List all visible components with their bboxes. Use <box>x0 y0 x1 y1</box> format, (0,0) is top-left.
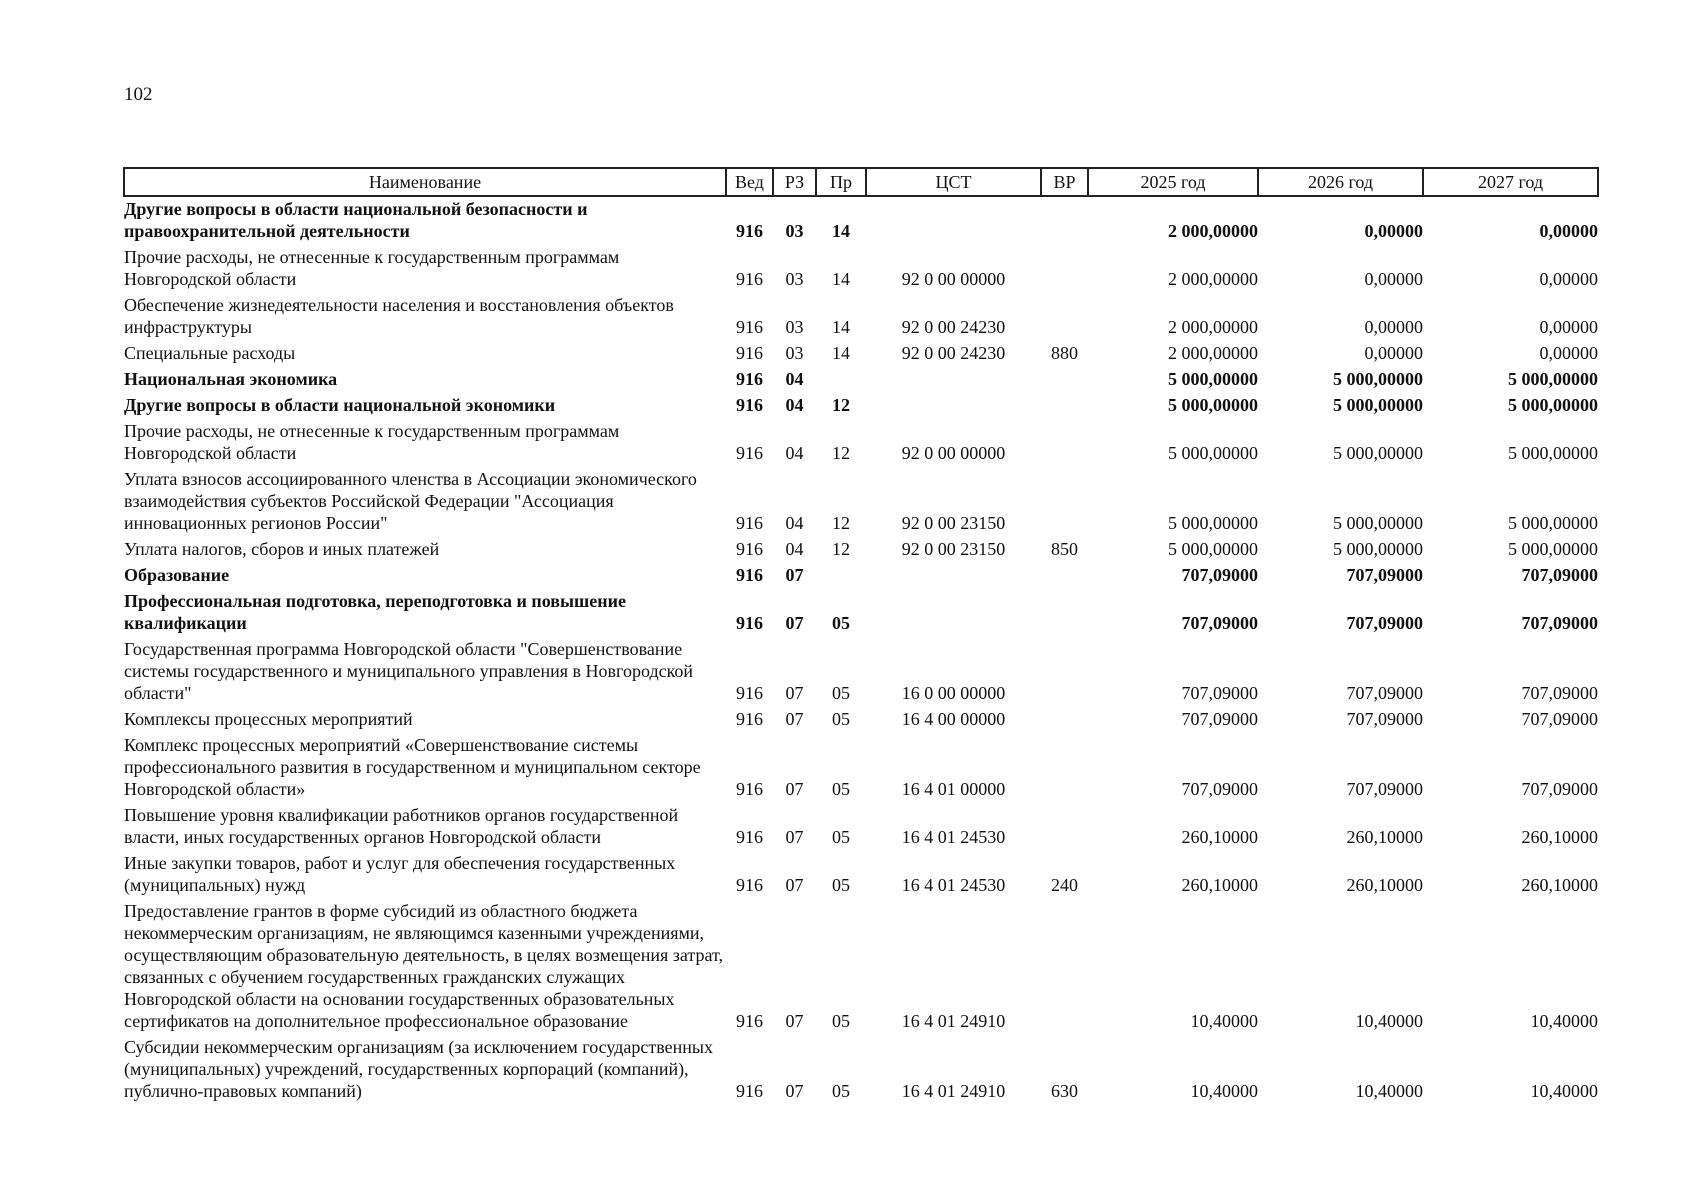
row-2026: 707,09000 <box>1346 683 1423 703</box>
row-name: Иные закупки товаров, работ и услуг для обеспечения государственных (муниципальных) нужд <box>124 853 676 895</box>
header-ved: Вед <box>726 168 773 196</box>
row-2026: 707,09000 <box>1346 613 1423 633</box>
table-header <box>124 168 1598 196</box>
row-vr <box>1041 899 1088 1035</box>
row-2027: 707,09000 <box>1521 565 1598 585</box>
row-2027: 260,10000 <box>1521 827 1598 847</box>
row-2027: 0,00000 <box>1539 269 1598 289</box>
row-ved: 916 <box>736 513 763 533</box>
row-name: Обеспечение жизнедеятельности населения и восстановления объектов инфраструктуры <box>124 295 674 337</box>
row-vr <box>1041 707 1088 733</box>
row-pr: 12 <box>832 443 850 463</box>
header-2026: 2026 год <box>1258 168 1423 196</box>
row-rz: 07 <box>785 1081 804 1101</box>
row-cst: 92 0 00 00000 <box>901 443 1006 463</box>
row-pr: 14 <box>832 317 850 337</box>
row-2026: 260,10000 <box>1346 875 1423 895</box>
row-name: Субсидии некоммерческим организациям (за исключением государственных (муниципальных) учреждений, государственных корпораций (компаний), публично-правовых компаний) <box>124 1037 714 1101</box>
table-row <box>124 467 1598 537</box>
row-cst: 16 4 01 00000 <box>901 779 1006 799</box>
row-2027: 0,00000 <box>1539 317 1598 337</box>
row-name: Комплекс процессных мероприятий «Совершенствование системы профессионального развития в государственном и муниципальном секторе Новгородской области» <box>124 735 701 799</box>
row-vr <box>1041 637 1088 707</box>
row-name: Комплексы процессных мероприятий <box>124 709 413 729</box>
header-vr: ВР <box>1041 168 1088 196</box>
row-2027: 0,00000 <box>1539 221 1598 241</box>
row-rz: 07 <box>785 565 804 585</box>
row-name: Уплата взносов ассоциированного членства в Ассоциации экономического взаимодействия субъектов Российской Федерации "Ассоциация инновационных регионов России" <box>124 469 697 533</box>
row-cst: 92 0 00 23150 <box>901 539 1006 559</box>
row-cst: 92 0 00 23150 <box>901 513 1006 533</box>
row-pr: 12 <box>832 513 850 533</box>
row-2025: 260,10000 <box>1181 875 1258 895</box>
row-cst: 92 0 00 24230 <box>901 317 1006 337</box>
row-ved: 916 <box>736 395 763 415</box>
row-rz: 07 <box>785 827 804 847</box>
row-pr: 05 <box>832 613 850 633</box>
table-row <box>124 803 1598 851</box>
row-2027: 5 000,00000 <box>1508 513 1598 533</box>
row-pr: 05 <box>832 683 850 703</box>
row-2025: 707,09000 <box>1181 613 1258 633</box>
row-vr <box>1041 245 1088 293</box>
table-row <box>124 245 1598 293</box>
row-2027: 707,09000 <box>1521 613 1598 633</box>
row-ved: 916 <box>736 539 763 559</box>
row-ved: 916 <box>736 827 763 847</box>
row-rz: 07 <box>785 683 804 703</box>
row-2025: 5 000,00000 <box>1168 443 1258 463</box>
row-vr: 850 <box>1051 539 1078 559</box>
row-2027: 260,10000 <box>1521 875 1598 895</box>
row-2025: 10,40000 <box>1190 1081 1258 1101</box>
row-name: Повышение уровня квалификации работников органов государственной власти, иных государственных органов Новгородской области <box>124 805 679 847</box>
row-pr: 05 <box>832 827 850 847</box>
row-2025: 2 000,00000 <box>1168 317 1258 337</box>
row-pr: 14 <box>832 269 850 289</box>
row-cst: 16 4 01 24910 <box>901 1081 1006 1101</box>
row-pr: 05 <box>832 709 850 729</box>
row-2027: 707,09000 <box>1521 779 1598 799</box>
row-vr <box>1041 367 1088 393</box>
row-cst: 16 4 00 00000 <box>901 709 1006 729</box>
row-vr <box>1041 419 1088 467</box>
header-rz: РЗ <box>773 168 816 196</box>
row-pr <box>816 563 866 589</box>
row-name: Прочие расходы, не отнесенные к государственным программам Новгородской области <box>124 421 620 463</box>
row-ved: 916 <box>736 317 763 337</box>
row-pr: 14 <box>832 343 850 363</box>
table-row <box>124 419 1598 467</box>
row-ved: 916 <box>736 1081 763 1101</box>
row-pr: 14 <box>832 221 850 241</box>
row-rz: 03 <box>785 317 804 337</box>
row-vr <box>1041 293 1088 341</box>
row-2026: 0,00000 <box>1364 343 1423 363</box>
row-rz: 07 <box>785 709 804 729</box>
table-row <box>124 851 1598 899</box>
header-2027: 2027 год <box>1423 168 1598 196</box>
row-cst: 16 4 01 24530 <box>901 875 1006 895</box>
table-row <box>124 293 1598 341</box>
row-2025: 5 000,00000 <box>1168 539 1258 559</box>
row-2027: 707,09000 <box>1521 683 1598 703</box>
row-cst: 16 4 01 24530 <box>901 827 1006 847</box>
row-2025: 707,09000 <box>1181 683 1258 703</box>
row-cst: 92 0 00 00000 <box>901 269 1006 289</box>
row-2027: 5 000,00000 <box>1508 539 1598 559</box>
row-pr: 05 <box>832 875 850 895</box>
row-pr: 12 <box>832 539 850 559</box>
row-ved: 916 <box>736 709 763 729</box>
header-row <box>124 168 1598 196</box>
table-row <box>124 393 1598 419</box>
row-2026: 5 000,00000 <box>1333 443 1423 463</box>
table-row <box>124 341 1598 367</box>
row-cst <box>866 393 1041 419</box>
row-2027: 5 000,00000 <box>1508 443 1598 463</box>
table-row <box>124 637 1598 707</box>
row-2025: 2 000,00000 <box>1168 343 1258 363</box>
table-row <box>124 707 1598 733</box>
row-2026: 0,00000 <box>1364 269 1423 289</box>
row-rz: 04 <box>785 539 804 559</box>
row-2025: 707,09000 <box>1181 779 1258 799</box>
row-name: Другие вопросы в области национальной безопасности и правоохранительной деятельности <box>124 199 588 241</box>
row-vr: 240 <box>1051 875 1078 895</box>
row-2027: 10,40000 <box>1530 1011 1598 1031</box>
row-2026: 5 000,00000 <box>1333 539 1423 559</box>
row-2026: 10,40000 <box>1355 1081 1423 1101</box>
row-rz: 04 <box>785 395 804 415</box>
row-2025: 5 000,00000 <box>1168 369 1258 389</box>
row-ved: 916 <box>736 343 763 363</box>
row-cst <box>866 196 1041 245</box>
row-2025: 707,09000 <box>1181 709 1258 729</box>
row-vr <box>1041 733 1088 803</box>
row-vr <box>1041 393 1088 419</box>
row-ved: 916 <box>736 369 763 389</box>
row-name: Предоставление грантов в форме субсидий из областного бюджета некоммерческим организациям, не являющимся казенными учреждениями, осуществляющим образовательную деятельность, в целях возмещения затрат, связанных с обучением государственных гражданских служащих Новгородской области на основании государственных образовательных сертификатов на дополнительное профессиональное образование <box>124 901 724 1031</box>
row-rz: 03 <box>785 221 804 241</box>
row-name: Прочие расходы, не отнесенные к государственным программам Новгородской области <box>124 247 620 289</box>
header-pr: Пр <box>816 168 866 196</box>
row-2025: 5 000,00000 <box>1168 513 1258 533</box>
row-2027: 10,40000 <box>1530 1081 1598 1101</box>
row-pr: 05 <box>832 779 850 799</box>
row-2026: 0,00000 <box>1364 317 1423 337</box>
row-2026: 0,00000 <box>1364 221 1423 241</box>
budget-table <box>123 167 1599 1105</box>
row-2025: 2 000,00000 <box>1168 269 1258 289</box>
row-2025: 2 000,00000 <box>1168 221 1258 241</box>
table-row <box>124 563 1598 589</box>
row-2027: 0,00000 <box>1539 343 1598 363</box>
row-cst: 92 0 00 24230 <box>901 343 1006 363</box>
row-vr <box>1041 589 1088 637</box>
row-2026: 260,10000 <box>1346 827 1423 847</box>
header-cst: ЦСТ <box>866 168 1041 196</box>
row-ved: 916 <box>736 683 763 703</box>
row-name: Уплата налогов, сборов и иных платежей <box>124 539 440 559</box>
row-cst <box>866 589 1041 637</box>
row-name: Профессиональная подготовка, переподготовка и повышение квалификации <box>124 591 626 633</box>
row-2026: 5 000,00000 <box>1333 395 1423 415</box>
row-2025: 707,09000 <box>1181 565 1258 585</box>
row-cst: 16 4 01 24910 <box>901 1011 1006 1031</box>
table-body <box>124 196 1598 1105</box>
row-rz: 04 <box>785 513 804 533</box>
row-2026: 707,09000 <box>1346 709 1423 729</box>
row-ved: 916 <box>736 1011 763 1031</box>
row-name: Национальная экономика <box>124 369 338 389</box>
row-vr <box>1041 563 1088 589</box>
row-cst: 16 0 00 00000 <box>901 683 1006 703</box>
page-number: 102 <box>124 84 153 105</box>
row-rz: 07 <box>785 1011 804 1031</box>
row-2025: 5 000,00000 <box>1168 395 1258 415</box>
row-2027: 5 000,00000 <box>1508 369 1598 389</box>
row-rz: 03 <box>785 343 804 363</box>
table-row <box>124 733 1598 803</box>
header-2025: 2025 год <box>1088 168 1258 196</box>
row-ved: 916 <box>736 779 763 799</box>
row-rz: 03 <box>785 269 804 289</box>
row-2026: 5 000,00000 <box>1333 513 1423 533</box>
row-rz: 04 <box>785 443 804 463</box>
row-ved: 916 <box>736 875 763 895</box>
row-rz: 07 <box>785 613 804 633</box>
table-row <box>124 196 1598 245</box>
row-name: Специальные расходы <box>124 343 296 363</box>
row-2025: 260,10000 <box>1181 827 1258 847</box>
row-name: Государственная программа Новгородской области "Совершенствование системы государственного и муниципального управления в Новгородской области" <box>124 639 694 703</box>
row-ved: 916 <box>736 565 763 585</box>
row-2026: 707,09000 <box>1346 565 1423 585</box>
row-2026: 10,40000 <box>1355 1011 1423 1031</box>
row-cst <box>866 367 1041 393</box>
table-row <box>124 367 1598 393</box>
table-row <box>124 537 1598 563</box>
row-name: Другие вопросы в области национальной экономики <box>124 395 556 415</box>
row-vr: 630 <box>1051 1081 1078 1101</box>
row-pr: 05 <box>832 1011 850 1031</box>
row-vr: 880 <box>1051 343 1078 363</box>
row-ved: 916 <box>736 443 763 463</box>
row-pr <box>816 367 866 393</box>
row-2027: 707,09000 <box>1521 709 1598 729</box>
table-row <box>124 1035 1598 1105</box>
row-ved: 916 <box>736 269 763 289</box>
row-2026: 5 000,00000 <box>1333 369 1423 389</box>
row-vr <box>1041 467 1088 537</box>
row-ved: 916 <box>736 221 763 241</box>
table-row <box>124 899 1598 1035</box>
row-rz: 07 <box>785 779 804 799</box>
row-name: Образование <box>124 565 230 585</box>
row-pr: 12 <box>832 395 850 415</box>
row-vr <box>1041 196 1088 245</box>
row-ved: 916 <box>736 613 763 633</box>
row-2027: 5 000,00000 <box>1508 395 1598 415</box>
header-name: Наименование <box>124 168 726 196</box>
row-2025: 10,40000 <box>1190 1011 1258 1031</box>
row-cst <box>866 563 1041 589</box>
table-row <box>124 589 1598 637</box>
row-2026: 707,09000 <box>1346 779 1423 799</box>
row-rz: 04 <box>785 369 804 389</box>
row-rz: 07 <box>785 875 804 895</box>
row-vr <box>1041 803 1088 851</box>
row-pr: 05 <box>832 1081 850 1101</box>
